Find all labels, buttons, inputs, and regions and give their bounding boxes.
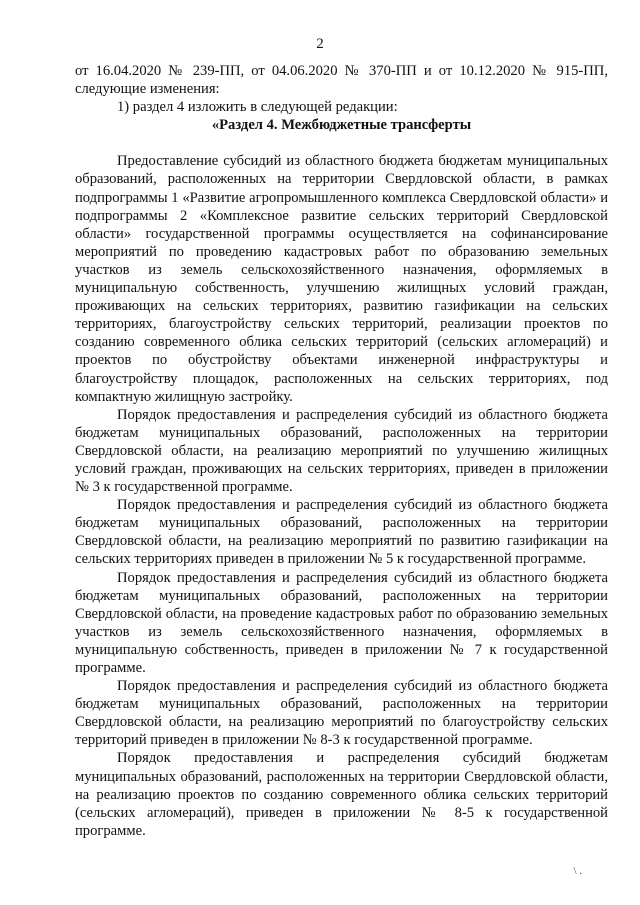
amendment-item: 1) раздел 4 изложить в следующей редакции: (117, 99, 398, 116)
intro-line: от 16.04.2020 № 239-ПП, от 04.06.2020 № 370-ПП и от 10.12.2020 № 915-ПП, следующие изменения: (75, 63, 608, 98)
paragraph-cadastral-procedure: Порядок предоставления и распределения субсидий из областного бюджета бюджетам муниципальных образований, расположенных на территории Свердловской области, на проведение кадастровых работ по образованию земельных участков из земель сельскохозяйственного назначения, оформляемых в муниципальную собственность, приведен в приложении № 7 к государственной программе. (75, 569, 608, 676)
paragraph-gasification-procedure: Порядок предоставления и распределения субсидий из областного бюджета бюджетам муниципальных образований, расположенных на территории Свердловской области, на реализацию мероприятий по развитию газификации на сельских территориях приведен в приложении № 5 к государственной программе. (75, 497, 608, 568)
footer-mark: \ . (573, 865, 582, 877)
paragraph-housing-procedure: Порядок предоставления и распределения субсидий из областного бюджета бюджетам муниципальных образований, расположенных на территории Свердловской области, на реализацию мероприятий по улучшению жилищных условий граждан, проживающих на сельских территориях, приведен в приложении № 3 к государственной программе. (75, 406, 608, 496)
paragraph-improvement-procedure: Порядок предоставления и распределения субсидий из областного бюджета бюджетам муниципальных образований, расположенных на территории Свердловской области, на реализацию мероприятий по благоустройству сельских территорий приведен в приложении № 8-3 к государственной программе. (75, 678, 608, 749)
paragraph-subsidies-overview: Предоставление субсидий из областного бюджета бюджетам муниципальных образований, расположенных на территории Свердловской области, в рамках подпрограммы 1 «Развитие агропромышленного комплекса Свердловской области» и подпрограммы 2 «Комплексное развитие сельских территорий Свердловской области» государственной программы осуществляется на софинансирование мероприятий по проведению кадастровых работ по образованию земельных участков из земель сельскохозяйственного назначения, оформляемых в муниципальную собственность, улучшению жилищных условий граждан, проживающих на сельских территориях, развитию газификации на сельских территориях, благоустройству сельских территорий, реализации проектов по созданию современного облика сельских территорий (сельских агломераций) и проектов по обустройству объектами инженерной инфраструктуры и благоустройству площадок, расположенных на сельских территориях, под компактную жилищную застройку. (75, 153, 608, 405)
section-title: «Раздел 4. Межбюджетные трансферты (211, 117, 472, 134)
page-number: 2 (316, 36, 324, 52)
document-body (75, 62, 608, 840)
paragraph-agglomeration-procedure: Порядок предоставления и распределения субсидий бюджетам муниципальных образований, расположенных на территории Свердловской области, на реализацию проектов по созданию современного облика сельских территорий (сельских агломераций), приведен в приложении № 8-5 к государственной программе. (75, 750, 608, 839)
